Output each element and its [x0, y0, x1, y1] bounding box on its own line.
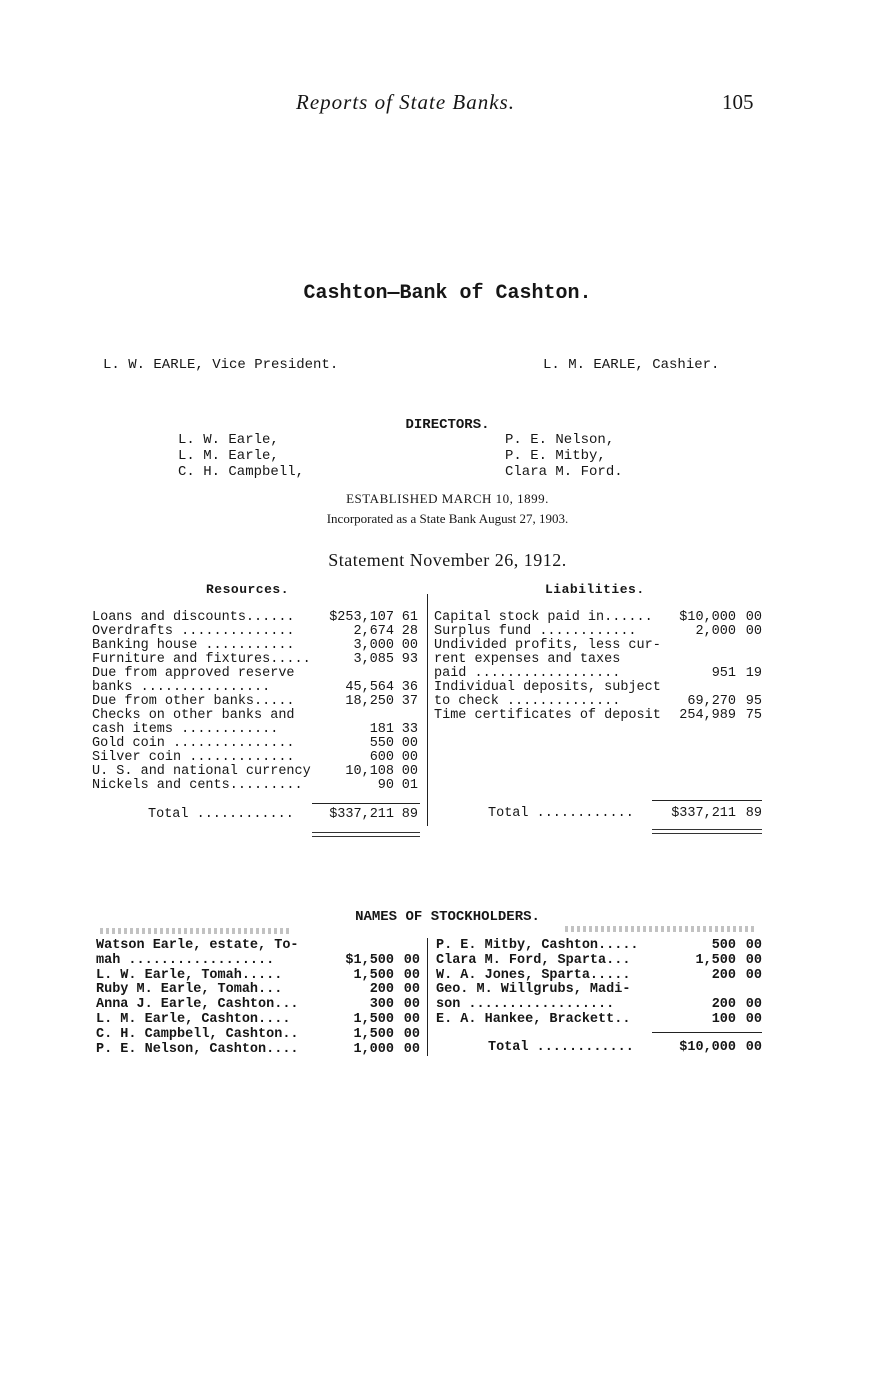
stockholder-row-label: mah .................. — [96, 952, 275, 968]
print-smudge — [100, 928, 290, 934]
liabilities-total-row — [488, 807, 762, 821]
resource-row — [92, 709, 418, 723]
directors-left-column — [178, 432, 304, 480]
directors-right-column — [505, 432, 623, 480]
resource-row-cents: 33 — [401, 722, 418, 737]
liability-row — [434, 653, 762, 667]
running-title: Reports of State Banks. — [296, 90, 515, 114]
liability-row-cents: 00 — [745, 624, 762, 639]
stockholder-row-label: P. E. Nelson, Cashton.... — [96, 1041, 299, 1057]
stockholder-row-label: L. W. Earle, Tomah..... — [96, 967, 283, 983]
stockholder-row-dollars: 1,500 — [353, 1026, 394, 1042]
stockholder-row-dollars: 500 — [711, 938, 736, 953]
stockholders-total-row — [488, 1041, 762, 1055]
resource-row-dollars: $253,107 — [329, 610, 394, 625]
resources-total-row-label: Total ............ — [148, 807, 294, 822]
resource-row-dollars: 181 — [369, 722, 394, 737]
liability-row-label: paid .................. — [434, 666, 621, 681]
resources-total-row — [148, 808, 418, 822]
resource-row-label: Loans and discounts...... — [92, 610, 295, 625]
liability-row-dollars: 254,989 — [679, 708, 736, 723]
stockholder-row-dollars: 1,500 — [695, 952, 736, 968]
stockholder-row-label: C. H. Campbell, Cashton.. — [96, 1026, 299, 1042]
stockholder-row-label: son .................. — [436, 997, 615, 1013]
resource-row-dollars: 550 — [369, 736, 394, 751]
stockholder-row — [96, 1028, 420, 1042]
resource-row-label: Due from other banks..... — [92, 694, 295, 709]
stockholder-row-cents: 00 — [403, 997, 420, 1013]
liability-row — [434, 611, 762, 625]
resource-row-label: Due from approved reserve — [92, 666, 295, 681]
print-smudge — [565, 926, 755, 932]
resource-row-cents: 37 — [401, 694, 418, 709]
liabilities-heading: Liabilities. — [545, 582, 645, 597]
resource-row-dollars: 2,674 — [353, 624, 394, 639]
resource-row-cents: 01 — [401, 778, 418, 793]
stockholder-row — [436, 969, 762, 983]
resource-row — [92, 737, 418, 751]
stockholder-row-dollars: 200 — [369, 982, 394, 998]
liability-row — [434, 681, 762, 695]
director-name: Clara M. Ford. — [505, 464, 623, 480]
stockholder-row-label: Watson Earle, estate, To- — [96, 938, 299, 953]
resources-double-rule — [312, 832, 420, 837]
stockholder-row-cents: 00 — [403, 1012, 420, 1027]
resource-row-cents: 28 — [401, 624, 418, 639]
stockholder-row — [96, 954, 420, 968]
resource-row — [92, 723, 418, 737]
stockholder-row-dollars: 100 — [711, 1012, 736, 1027]
liabilities-total-row-label: Total ............ — [488, 806, 634, 821]
liability-row-cents: 00 — [745, 610, 762, 625]
stockholder-row — [436, 1013, 762, 1027]
stockholder-row-dollars: 1,500 — [353, 967, 394, 983]
resources-heading: Resources. — [206, 582, 290, 597]
stockholders-total-row-label: Total ............ — [488, 1040, 634, 1055]
resource-row-label: Gold coin ............... — [92, 736, 295, 751]
resource-row-label: Checks on other banks and — [92, 708, 295, 723]
liability-row-cents: 19 — [745, 666, 762, 681]
resource-row-label: Furniture and fixtures..... — [92, 652, 311, 667]
resource-row — [92, 639, 418, 653]
liability-row — [434, 625, 762, 639]
resource-row-dollars: 600 — [369, 750, 394, 765]
resource-row-dollars: 3,085 — [353, 652, 394, 667]
liability-row-dollars: 2,000 — [695, 624, 736, 639]
resource-row-label: Banking house ........... — [92, 638, 295, 653]
resource-row-dollars: 18,250 — [345, 694, 394, 709]
stockholder-row-cents: 00 — [403, 1041, 420, 1057]
liabilities-double-rule — [652, 829, 762, 834]
stockholder-row-cents: 00 — [745, 997, 762, 1013]
resource-row-cents: 36 — [401, 680, 418, 695]
liability-row-dollars: 951 — [711, 666, 736, 681]
liability-row-cents: 75 — [745, 708, 762, 723]
liabilities-total-row-dollars: $337,211 — [671, 806, 736, 821]
running-head — [0, 90, 895, 122]
incorporated-line: Incorporated as a State Bank August 27, 1903. — [326, 511, 569, 526]
resources-total-row-dollars: $337,211 — [329, 807, 394, 822]
stockholders-heading: NAMES OF STOCKHOLDERS. — [355, 909, 540, 925]
liability-row-label: Capital stock paid in...... — [434, 610, 653, 625]
liability-row-label: Surplus fund ............ — [434, 624, 637, 639]
liabilities-total-row-cents: 89 — [745, 806, 762, 821]
liability-row-label: Time certificates of deposit — [434, 708, 661, 723]
stockholder-row-label: W. A. Jones, Sparta..... — [436, 967, 631, 983]
stockholder-row-dollars: 200 — [711, 967, 736, 983]
director-name: L. M. Earle, — [178, 448, 279, 464]
stockholder-row-cents: 00 — [745, 967, 762, 983]
director-name: P. E. Mitby, — [505, 448, 606, 464]
stockholder-row — [436, 954, 762, 968]
resource-row-dollars: 90 — [377, 778, 394, 793]
stockholder-row — [96, 998, 420, 1012]
stockholder-row-dollars: 1,500 — [353, 1012, 394, 1027]
stockholder-row-cents: 00 — [403, 952, 420, 968]
liability-row-cents: 95 — [745, 694, 762, 709]
stockholder-row-cents: 00 — [745, 1012, 762, 1027]
liability-row-label: rent expenses and taxes — [434, 652, 621, 667]
stockholder-row-cents: 00 — [745, 938, 762, 953]
liabilities-total-rule — [652, 800, 762, 801]
page-number: 105 — [722, 90, 754, 114]
stockholder-row-cents: 00 — [403, 967, 420, 983]
stockholder-row-cents: 00 — [403, 1026, 420, 1042]
resource-row-label: Silver coin ............. — [92, 750, 295, 765]
bank-title: Cashton—Bank of Cashton. — [303, 282, 592, 305]
resource-row-cents: 00 — [401, 638, 418, 653]
resource-row-dollars: 3,000 — [353, 638, 394, 653]
stockholder-row-label: Geo. M. Willgrubs, Madi- — [436, 982, 631, 998]
liability-row — [434, 667, 762, 681]
director-name: C. H. Campbell, — [178, 464, 305, 480]
liability-row — [434, 695, 762, 709]
resource-row — [92, 611, 418, 625]
liability-row-label: to check .............. — [434, 694, 621, 709]
statement-column-divider — [427, 594, 428, 826]
liability-row-dollars: $10,000 — [679, 610, 736, 625]
resource-row-cents: 61 — [401, 610, 418, 625]
stockholder-row-label: Anna J. Earle, Cashton... — [96, 997, 299, 1013]
resources-total-rule — [312, 803, 420, 804]
resource-row-label: Nickels and cents......... — [92, 778, 303, 793]
stockholder-row-label: Ruby M. Earle, Tomah... — [96, 982, 283, 998]
stockholder-row — [96, 969, 420, 983]
resource-row-label: cash items ............ — [92, 722, 279, 737]
stockholders-total-row-cents: 00 — [745, 1040, 762, 1055]
stockholder-row-dollars: $1,500 — [345, 952, 394, 968]
resource-row — [92, 681, 418, 695]
stockholder-row — [96, 1043, 420, 1057]
directors-heading: DIRECTORS. — [405, 417, 490, 433]
stockholder-row — [96, 939, 420, 953]
director-name: L. W. Earle, — [178, 432, 279, 448]
stockholders-column-divider — [427, 938, 428, 1056]
cashier: L. M. EARLE, Cashier. — [543, 357, 720, 373]
stockholder-row — [96, 1013, 420, 1027]
stockholder-row-dollars: 300 — [369, 997, 394, 1013]
resource-row — [92, 625, 418, 639]
vice-president: L. W. EARLE, Vice President. — [103, 357, 339, 373]
statement-title: Statement November 26, 1912. — [328, 550, 567, 570]
stockholders-total-rule — [652, 1032, 762, 1033]
resource-row-cents: 00 — [401, 736, 418, 751]
liability-row-dollars: 69,270 — [687, 694, 736, 709]
stockholder-row — [96, 983, 420, 997]
stockholder-row-dollars: 1,000 — [353, 1041, 394, 1057]
liability-row-label: Undivided profits, less cur- — [434, 638, 661, 653]
resource-row — [92, 653, 418, 667]
resource-row — [92, 695, 418, 709]
stockholder-row — [436, 939, 762, 953]
resource-row — [92, 779, 418, 793]
liability-row — [434, 639, 762, 653]
established-line: ESTABLISHED MARCH 10, 1899. — [346, 491, 549, 506]
resource-row-dollars: 45,564 — [345, 680, 394, 695]
resource-row-label: U. S. and national currency — [92, 764, 311, 779]
resource-row — [92, 751, 418, 765]
resource-row-label: banks ................ — [92, 680, 271, 695]
stockholder-row-label: Clara M. Ford, Sparta... — [436, 952, 631, 968]
resource-row-cents: 93 — [401, 652, 418, 667]
liability-row — [434, 709, 762, 723]
resource-row — [92, 667, 418, 681]
stockholder-row-cents: 00 — [745, 952, 762, 968]
resources-total-row-cents: 89 — [401, 807, 418, 822]
director-name: P. E. Nelson, — [505, 432, 615, 448]
resource-row-label: Overdrafts .............. — [92, 624, 295, 639]
resource-row — [92, 765, 418, 779]
resource-row-dollars: 10,108 — [345, 764, 394, 779]
stockholder-row-label: P. E. Mitby, Cashton..... — [436, 938, 639, 953]
resource-row-cents: 00 — [401, 764, 418, 779]
stockholder-row-cents: 00 — [403, 982, 420, 998]
resource-row-cents: 00 — [401, 750, 418, 765]
stockholder-row — [436, 998, 762, 1012]
stockholder-row-label: L. M. Earle, Cashton.... — [96, 1012, 291, 1027]
stockholders-total-row-dollars: $10,000 — [679, 1040, 736, 1055]
liability-row-label: Individual deposits, subject — [434, 680, 661, 695]
stockholder-row-label: E. A. Hankee, Brackett.. — [436, 1012, 631, 1027]
stockholder-row — [436, 983, 762, 997]
stockholder-row-dollars: 200 — [711, 997, 736, 1013]
